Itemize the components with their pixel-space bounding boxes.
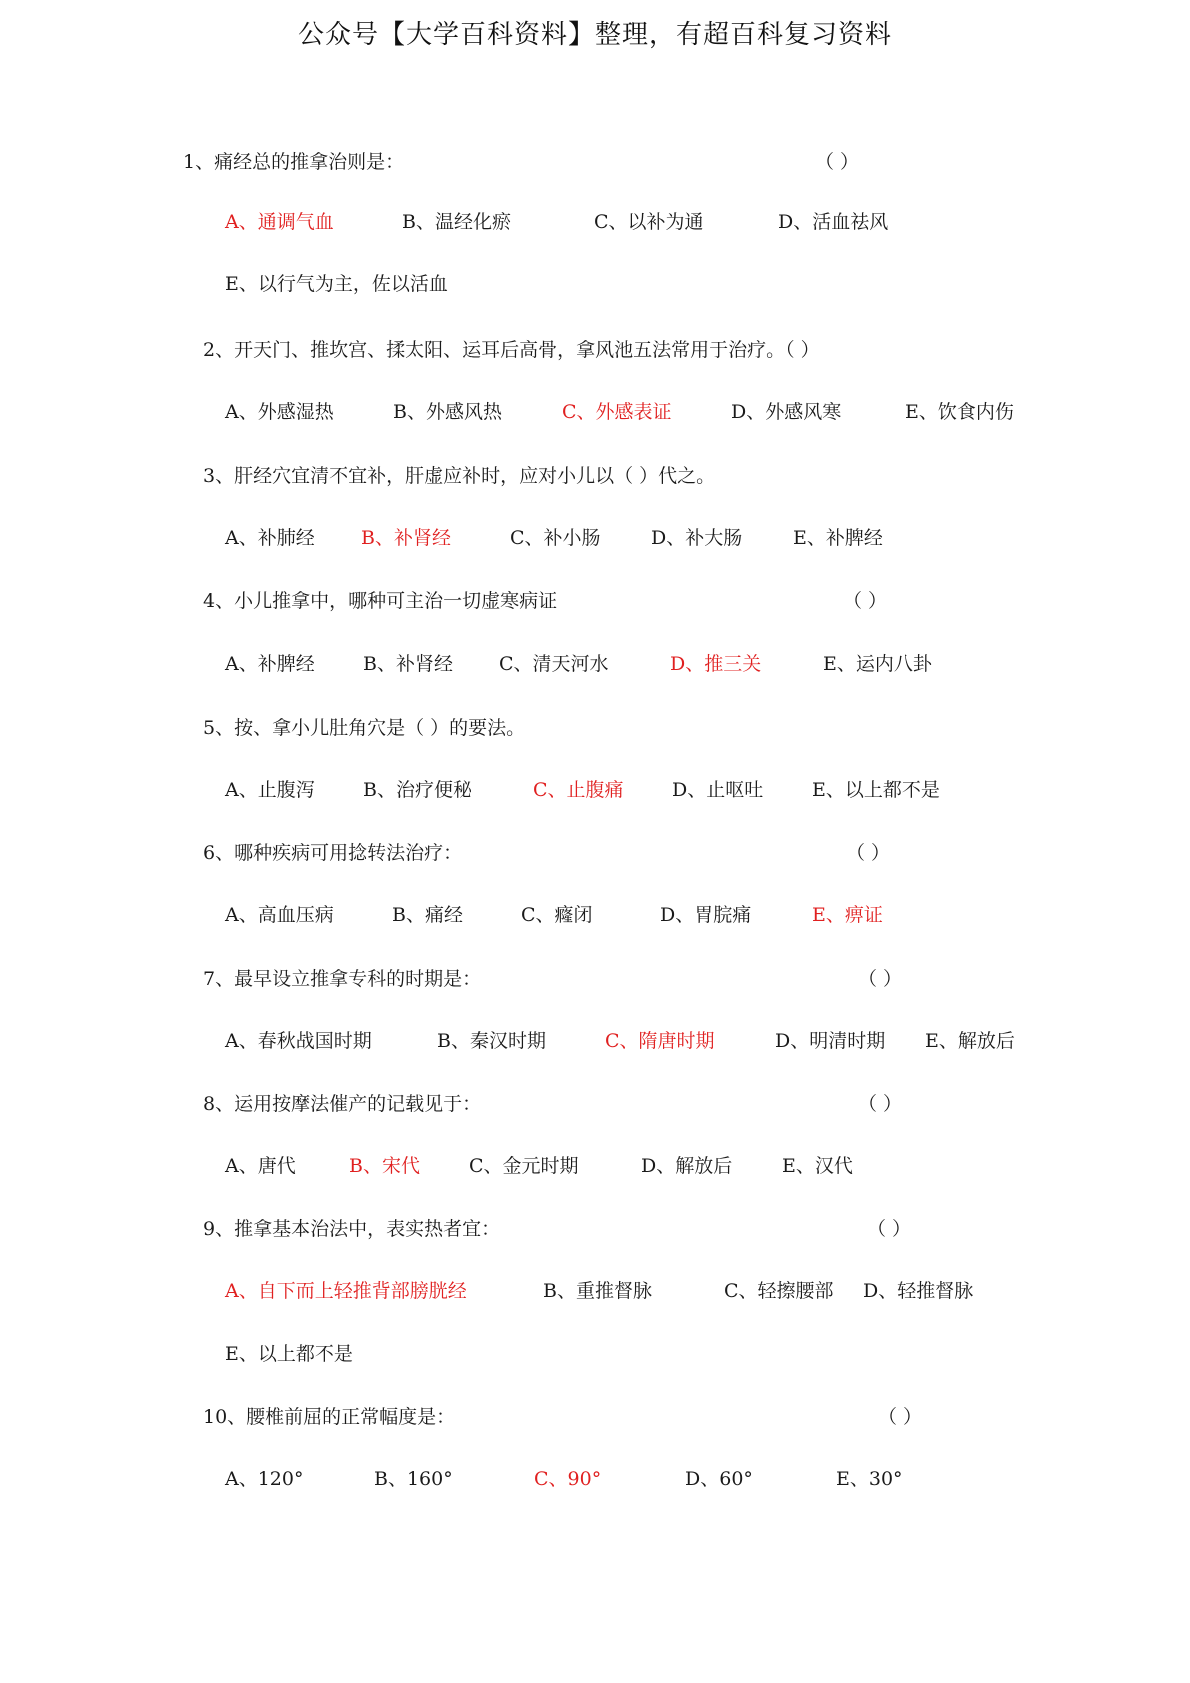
answer-option: B、秦汉时期 — [437, 1030, 546, 1052]
answer-option: D、解放后 — [641, 1155, 733, 1177]
answer-blank: （ ） — [867, 1218, 912, 1240]
answer-option: A、补肺经 — [225, 527, 315, 549]
answer-option-correct: C、外感表证 — [562, 401, 672, 423]
answer-option: D、胃脘痛 — [660, 904, 752, 926]
answer-option: C、金元时期 — [469, 1155, 579, 1177]
question-stem: 1、痛经总的推拿治则是： — [183, 151, 405, 173]
answer-option: E、补脾经 — [793, 527, 883, 549]
answer-blank: （ ） — [878, 1406, 923, 1428]
answer-option: D、轻推督脉 — [863, 1280, 974, 1302]
answer-option: B、160° — [374, 1468, 453, 1490]
answer-option: A、春秋战国时期 — [225, 1030, 372, 1052]
question-stem: 8、运用按摩法催产的记载见于： — [203, 1093, 482, 1115]
question-stem: 9、推拿基本治法中，表实热者宜： — [203, 1218, 501, 1240]
answer-option: C、以补为通 — [594, 211, 704, 233]
answer-option: C、补小肠 — [510, 527, 601, 549]
question-stem: 10、腰椎前屈的正常幅度是： — [203, 1406, 456, 1428]
answer-option-correct: E、痹证 — [812, 904, 883, 926]
answer-option: D、止呕吐 — [672, 779, 764, 801]
answer-option: D、明清时期 — [775, 1030, 886, 1052]
answer-option: E、运内八卦 — [823, 653, 932, 675]
answer-option: A、高血压病 — [225, 904, 334, 926]
answer-option: E、饮食内伤 — [905, 401, 1014, 423]
question-stem: 6、哪种疾病可用捻转法治疗： — [203, 842, 463, 864]
page-header: 公众号【大学百科资料】整理，有超百科复习资料 — [297, 20, 892, 50]
answer-option: B、温经化瘀 — [402, 211, 511, 233]
answer-option: B、痛经 — [392, 904, 463, 926]
answer-option-correct: C、90° — [534, 1468, 602, 1490]
answer-option: D、活血祛风 — [778, 211, 889, 233]
answer-option-correct: D、推三关 — [670, 653, 762, 675]
answer-option: D、补大肠 — [651, 527, 743, 549]
answer-option: E、以行气为主，佐以活血 — [225, 273, 448, 295]
answer-blank: （ ） — [858, 968, 903, 990]
answer-option: C、癃闭 — [521, 904, 593, 926]
answer-option-correct: A、自下而上轻推背部膀胱经 — [225, 1280, 467, 1302]
answer-option-correct: B、宋代 — [349, 1155, 420, 1177]
answer-blank: （ ） — [858, 1093, 903, 1115]
answer-option: A、外感湿热 — [225, 401, 334, 423]
answer-option-correct: B、补肾经 — [361, 527, 451, 549]
answer-option: A、补脾经 — [225, 653, 315, 675]
question-stem: 7、最早设立推拿专科的时期是： — [203, 968, 482, 990]
answer-option: A、唐代 — [225, 1155, 296, 1177]
answer-option: A、止腹泻 — [225, 779, 315, 801]
answer-option: B、重推督脉 — [543, 1280, 652, 1302]
answer-option: B、外感风热 — [393, 401, 502, 423]
answer-option-correct: C、隋唐时期 — [605, 1030, 715, 1052]
answer-option: E、以上都不是 — [812, 779, 940, 801]
answer-option: E、汉代 — [782, 1155, 853, 1177]
question-stem: 2、开天门、推坎宫、揉太阳、运耳后高骨，拿风池五法常用于治疗。（ ） — [203, 339, 820, 361]
question-stem: 5、按、拿小儿肚角穴是（ ）的要法。 — [203, 717, 526, 739]
answer-option-correct: C、止腹痛 — [533, 779, 624, 801]
answer-blank: （ ） — [843, 590, 888, 612]
answer-option: B、治疗便秘 — [363, 779, 472, 801]
answer-option-correct: A、通调气血 — [225, 211, 334, 233]
answer-blank: （ ） — [846, 842, 891, 864]
answer-blank: （ ） — [815, 151, 860, 173]
answer-option: D、外感风寒 — [731, 401, 842, 423]
question-stem: 3、肝经穴宜清不宜补，肝虚应补时，应对小儿以（ ）代之。 — [203, 465, 716, 487]
answer-option: E、解放后 — [925, 1030, 1015, 1052]
answer-option: A、120° — [225, 1468, 304, 1490]
question-stem: 4、小儿推拿中，哪种可主治一切虚寒病证 — [203, 590, 558, 612]
answer-option: C、轻擦腰部 — [724, 1280, 834, 1302]
answer-option: E、30° — [836, 1468, 903, 1490]
answer-option: D、60° — [685, 1468, 753, 1490]
answer-option: B、补肾经 — [363, 653, 453, 675]
answer-option: C、清天河水 — [499, 653, 609, 675]
answer-option: E、以上都不是 — [225, 1343, 353, 1365]
